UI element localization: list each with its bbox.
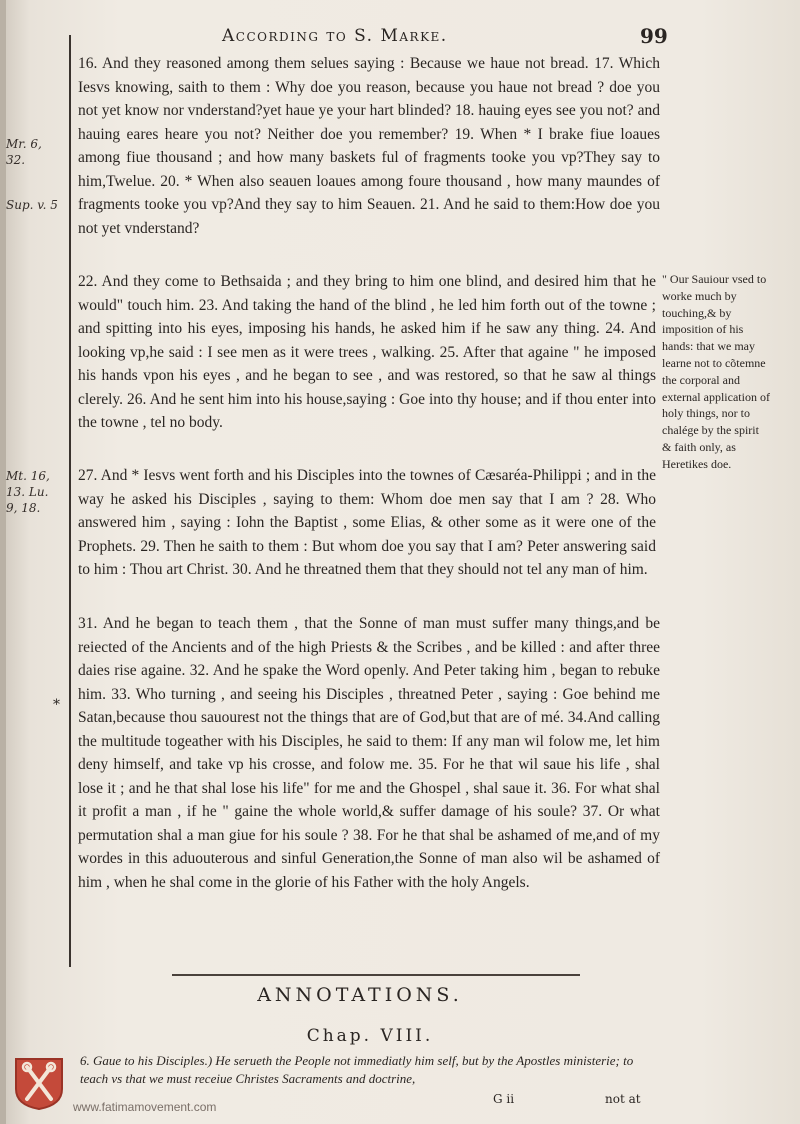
chapter-heading: Chap. VIII.: [306, 1026, 434, 1046]
margin-ref-2: Sup. v. 5: [6, 198, 58, 212]
papal-keys-logo-icon: [12, 1055, 66, 1111]
annotations-heading: ANNOTATIONS.: [257, 984, 463, 1006]
watermark-url: www.fatimamovement.com: [73, 1100, 217, 1114]
verse-paragraph-2: 22. And they come to Bethsaida ; and they bring to him one blind, and desired him that he would" touch him. 23. And taking the hand of the blind , he led him forth out of the towne ; and spitting into his eyes, imposing his hands, he asked him if he saw any thing. 24. And looking vp,he said : I see men as it were trees , walking. 25. After that againe " he imposed his hands vpon his eyes , and he began to see , and was restored, so that he saw al things clerely. 26. And he sent him into his house,saying : Goe into thy house; and if thou enter into the towne , tel no body.: [78, 273, 656, 431]
page-number: 99: [640, 24, 668, 48]
margin-ref-3: Mt. 16, 13. Lu. 9, 18.: [6, 469, 50, 515]
marginal-annotation: " Our Sauiour vsed to worke much by touching,& by imposition of his hands: that we may learne not to cõtemne the corporal and external application of holy things, nor to chalége by the spirit & faith only, as Heretikes doe.: [662, 272, 770, 471]
section-divider: [172, 974, 580, 976]
annotation-text: 6. Gaue to his Disciples.) He serueth the People not immediatly him self, but by the Apostles ministerie; to teach vs that we must receiue Christes Sacraments and doctrine,: [80, 1053, 634, 1086]
catchword: not at: [605, 1092, 641, 1106]
verse-paragraph-3: 27. And * Iesvs went forth and his Disciples into the townes of Cæsaréa-Philippi ; and in the way he asked his Disciples , saying to them: Whom doe men say that I am ? 28. Who answered him , saying : Iohn the Baptist , some Elias, & other some as it were one of the Prophets. 29. Then he saith to them : But whom doe you say that I am? Peter answering said to him : Thou art Christ. 30. And he threatned them that they should not tel any man of him.: [78, 467, 656, 578]
margin-ref-1: Mr. 6, 32.: [6, 137, 42, 167]
page-spine-shadow: [0, 0, 6, 1124]
margin-rule: [69, 35, 71, 967]
margin-star-mark: *: [53, 697, 60, 713]
running-title: According to S. Marke.: [222, 26, 448, 46]
verse-paragraph-4: 31. And he began to teach them , that the Sonne of man must suffer many things,and be reiected of the Ancients and of the high Priests & the Scribes , and be killed : and after three daies rise againe. 32. And he spake the Word openly. And Peter taking him , began to rebuke him. 33. Who turning , and seeing his Disciples , threatned Peter , saying : Goe behind me Satan,because thou sauourest not the things that are of God,but that are of mé. 34.And calling the multitude togeather with his Disciples, he said to them: If any man wil folow me, let him deny himself, and take vp his crosse, and folow me. 35. For he that wil saue his life , shal lose it ; and he that shal lose his life" for me and the Ghospel , shal saue it. 36. For what shal it profit a man , if he " gaine the whole world,& suffer damage of his soule? 37. Or what permutation shal a man giue for his soule ? 38. For he that shal be ashamed of me,and of my wordes in this aduouterous and sinful Generation,the Sonne of man also wil be ashamed of him , when he shal come in the glorie of his Father with the holy Angels.: [78, 615, 660, 891]
signature-mark: G ii: [493, 1092, 515, 1106]
verse-paragraph-1: 16. And they reasoned among them selues saying : Because we haue not bread. 17. Which Iesvs knowing, saith to them : Why doe you reason, because you haue not bread ? doe you not yet know nor vnderstand?yet haue ye your hart blinded? 18. hauing eyes see you not? and hauing eares heare you not? Neither doe you remember? 19. When * I brake fiue loaues among fiue thousand ; and how many baskets ful of fragments tooke you vp?They say to him,Twelue. 20. * When also seauen loaues among foure thousand , how many maundes of fragments tooke you vp?And they say to him Seauen. 21. And he said to them:How doe you not yet vnderstand?: [78, 55, 660, 237]
